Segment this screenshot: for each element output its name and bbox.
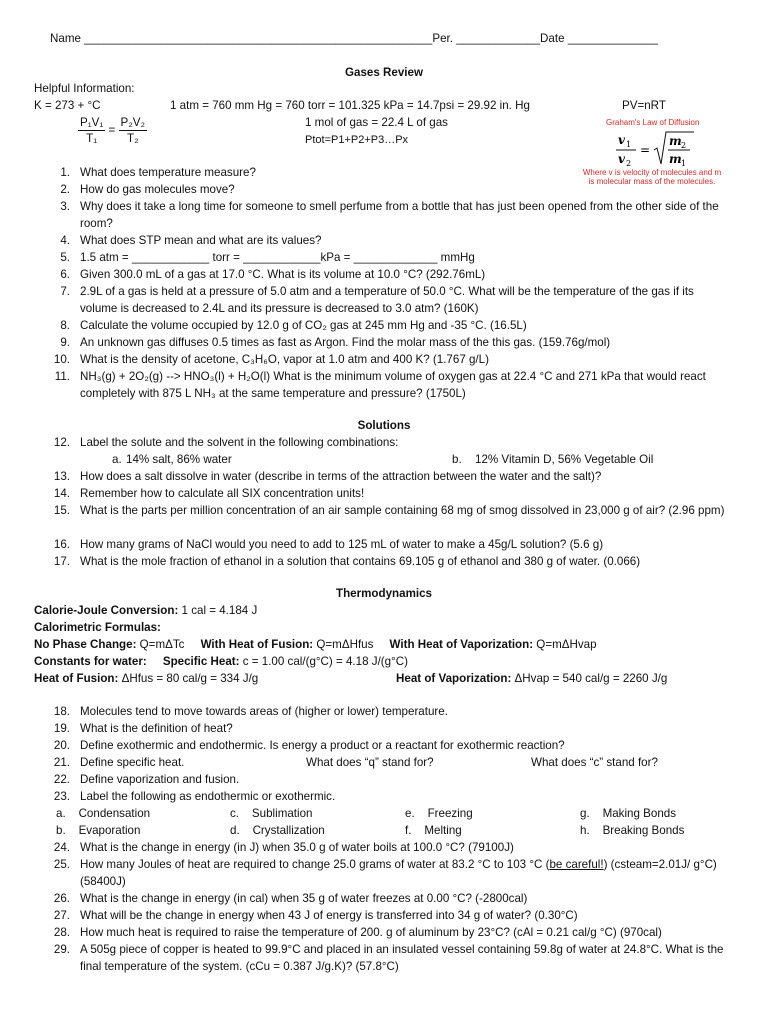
- question-text-part: C to 103: [482, 858, 530, 871]
- question-item: [52, 537, 728, 554]
- question-number: 2.: [60, 183, 70, 196]
- question-text: Why does it take a long time for someone to smell perfume from a bottle that has just been opened from the other side of the room?: [80, 200, 719, 230]
- list-item-label: e.: [405, 807, 415, 820]
- question-text: What is the change in energy (in J) when 35.0 g of water boils at 100.0 °C? (79100J): [80, 841, 514, 854]
- question-number: 10.: [53, 353, 70, 366]
- question-number: 26.: [53, 892, 70, 905]
- date-blank: ______________: [567, 32, 659, 45]
- kelvin-formula: K = 273 + °C: [34, 99, 101, 112]
- date-label: Date: [540, 32, 565, 45]
- question-text: What will be the change in energy when 43 J of energy is transferred into 34 g of water? (0.30°C): [80, 909, 578, 922]
- question-text: Define vaporization and fusion.: [80, 773, 240, 786]
- list-item: [405, 823, 462, 840]
- question-number: 15.: [53, 504, 70, 517]
- question-number: 13.: [53, 470, 70, 483]
- calorimetric-formulas-label: Calorimetric Formulas:: [34, 621, 161, 634]
- svg-text:1: 1: [681, 159, 687, 168]
- heat-of-fusion-label: Heat of Fusion:: [34, 672, 119, 685]
- list-item-label: c.: [230, 807, 240, 820]
- water-constants: [34, 654, 408, 671]
- list-item-text: Freezing: [427, 807, 473, 820]
- question-number: 8.: [60, 319, 70, 332]
- water-constants-label: Constants for water:: [34, 655, 147, 668]
- gases-title: Gases Review: [345, 66, 423, 79]
- combined-equals: =: [108, 123, 116, 137]
- question-item: [52, 165, 728, 182]
- question-item: [52, 925, 728, 942]
- question-number: 1.: [60, 166, 70, 179]
- list-item-text: Condensation: [78, 807, 151, 820]
- question-text: Given 300.0 mL of a gas at 17.0 °C. What is its volume at 10.0 °C? (292.76mL): [80, 268, 486, 281]
- question-item: [52, 435, 728, 452]
- question-number: 28.: [53, 926, 70, 939]
- question-text: What is the change in energy (in cal) when 35 g of water freezes at 0.00 °C? (-2800cal): [80, 892, 528, 905]
- question-text: What is the density of acetone, C₃H₆O, vapor at 1.0 atm and 400 K? (1.767 g/L): [80, 353, 489, 366]
- question-item: [52, 789, 728, 806]
- question-text: What is the definition of heat?: [80, 722, 233, 735]
- ideal-gas-law: PV=nRT: [622, 99, 666, 112]
- graham-law-title: Graham's Law of Diffusion: [606, 118, 700, 127]
- question-number: 7.: [60, 285, 70, 298]
- no-phase-change-formula: Q=mΔTc: [136, 638, 185, 651]
- question-item: [52, 554, 728, 571]
- calorie-joule-value: 1 cal = 4.184 J: [178, 604, 258, 617]
- question-text: Define specific heat.: [80, 756, 185, 769]
- helpful-info-label: Helpful Information:: [34, 82, 135, 95]
- combined-den-2: T₂: [126, 132, 139, 145]
- question-number: 3.: [60, 200, 70, 213]
- question-number: 21.: [53, 756, 70, 769]
- list-item-label: d.: [230, 824, 240, 837]
- question-text: How does a salt dissolve in water (describe in terms of the attraction between the water and the salt)?: [80, 470, 602, 483]
- list-item-label: b.: [56, 824, 66, 837]
- calorie-joule-label: Calorie-Joule Conversion:: [34, 604, 179, 617]
- question-text-part: C (: [533, 858, 550, 871]
- question-text-part: ) (csteam=2.01J/ g°C) (58400J): [80, 858, 717, 888]
- sub-item-text: 12% Vitamin D, 56% Vegetable Oil: [475, 453, 654, 466]
- combined-num-2: P₂V₂: [120, 116, 146, 129]
- sub-item-label: b.: [452, 453, 462, 466]
- question-text: How do gas molecules move?: [80, 183, 235, 196]
- degree-symbol: °: [477, 858, 483, 871]
- question-number: 23.: [53, 790, 70, 803]
- question-item: [52, 369, 728, 402]
- heat-of-vaporization-constant: [396, 671, 667, 688]
- question-text: Label the following as endothermic or exothermic.: [80, 790, 336, 803]
- question-number: 12.: [53, 436, 70, 449]
- question-text: 2.9L of a gas is held at a pressure of 5.0 atm and a temperature of 50.0 °C. What will be the temperature of the gas if its volume is decreased to 2.4L and its pressure is decreased to 3.0 atm? (160K): [80, 285, 694, 315]
- question-number: 24.: [53, 841, 70, 854]
- name-label: Name: [50, 32, 81, 45]
- heat-of-vaporization-value: ΔHvap = 540 cal/g = 2260 J/g: [511, 672, 668, 685]
- question-item: [52, 199, 728, 232]
- question-text-part: What does “c” stand for?: [531, 756, 658, 769]
- question-text-part: What does “q” stand for?: [306, 756, 434, 769]
- heat-of-fusion-formula: Q=mΔHfus: [313, 638, 374, 651]
- question-item: [52, 738, 728, 755]
- list-item-text: Evaporation: [78, 824, 141, 837]
- question-item: [52, 486, 728, 503]
- question-number: 29.: [53, 943, 70, 956]
- question-text: How much heat is required to raise the temperature of 200. g of aluminum by 23°C? (cAl = 0.21 cal/g °C) (970cal): [80, 926, 662, 939]
- question-number: 27.: [53, 909, 70, 922]
- sub-item-label: a.: [112, 453, 122, 466]
- question-number: 17.: [53, 555, 70, 568]
- svg-text:=: =: [640, 143, 651, 157]
- question-text: Label the solute and the solvent in the following combinations:: [80, 436, 399, 449]
- heat-of-vaporization-label: Heat of Vaporization:: [396, 672, 512, 685]
- question-text: NH₃(g) + 2O₂(g) --> HNO₃(l) + H₂O(l) What is the minimum volume of oxygen gas at 22.4 °C and 271 kPa that would react completely with 875 L NH₃ at the same temperature and pressure? (1750L): [80, 370, 706, 400]
- sub-item-text: 14% salt, 86% water: [126, 453, 232, 466]
- list-item: [230, 806, 313, 823]
- molar-volume: 1 mol of gas = 22.4 L of gas: [305, 116, 448, 129]
- question-item: [52, 503, 728, 520]
- question-text: What is the mole fraction of ethanol in a solution that contains 69.105 g of ethanol and 380 g of water. (0.066): [80, 555, 641, 568]
- list-item-text: Sublimation: [251, 807, 313, 820]
- specific-heat-value: c = 1.00 cal/(g°C) = 4.18 J/(g°C): [239, 655, 408, 668]
- combined-num-1: P₁V₁: [80, 116, 104, 129]
- question-number: 19.: [53, 722, 70, 735]
- per-blank: _____________: [456, 32, 541, 45]
- heat-of-fusion-constant: [34, 671, 258, 688]
- question-item: [52, 840, 728, 857]
- graham-law-note: Where v is velocity of molecules and m is molecular mass of the molecules.: [582, 168, 722, 186]
- svg-text:v: v: [618, 152, 625, 166]
- dalton-law: Ptot=P1+P2+P3…Px: [305, 134, 409, 146]
- question-item: [52, 267, 728, 284]
- heat-of-fusion-value: ΔHfus = 80 cal/g = 334 J/g: [118, 672, 259, 685]
- question-item: [52, 891, 728, 908]
- question-text: Remember how to calculate all SIX concentration units!: [80, 487, 365, 500]
- pressure-conversion: 1 atm = 760 mm Hg = 760 torr = 101.325 kPa = 14.7psi = 29.92 in. Hg: [170, 99, 530, 112]
- question-text: What does STP mean and what are its values?: [80, 234, 322, 247]
- specific-heat-label: Specific Heat:: [162, 655, 240, 668]
- list-item-text: Making Bonds: [602, 807, 677, 820]
- question-item: [52, 335, 728, 352]
- question-item: [52, 250, 728, 267]
- question-text: An unknown gas diffuses 0.5 times as fast as Argon. Find the molar mass of the this gas. (159.76g/mol): [80, 336, 611, 349]
- header-row: [50, 31, 658, 48]
- svg-text:v: v: [618, 133, 625, 147]
- heat-of-fusion-formula-label: With Heat of Fusion:: [200, 638, 314, 651]
- question-item: [52, 233, 728, 250]
- thermodynamics-title: Thermodynamics: [336, 587, 432, 600]
- list-item: [580, 823, 684, 840]
- question-text: Define exothermic and endothermic. Is energy a product or a reactant for exothermic reaction?: [80, 739, 565, 752]
- question-number: 6.: [60, 268, 70, 281]
- no-phase-change-label: No Phase Change:: [34, 638, 137, 651]
- question-number: 18.: [53, 705, 70, 718]
- solutions-title: Solutions: [357, 419, 411, 432]
- list-item: [230, 823, 325, 840]
- question-number: 9.: [60, 336, 70, 349]
- list-item-label: h.: [580, 824, 590, 837]
- question-number: 22.: [53, 773, 70, 786]
- svg-text:2: 2: [626, 159, 632, 168]
- list-item-text: Breaking Bonds: [602, 824, 685, 837]
- question-number: 16.: [53, 538, 70, 551]
- question-number: 25.: [53, 858, 70, 871]
- svg-text:2: 2: [681, 141, 687, 150]
- calorie-joule-conversion: [34, 603, 257, 620]
- question-text: What is the parts per million concentration of an air sample containing 68 mg of smog dissolved in 23,000 g of air? (2.96 ppm): [80, 504, 725, 517]
- heat-of-vaporization-formula: Q=mΔHvap: [533, 638, 597, 651]
- question-item: [52, 908, 728, 925]
- question-text: A 505g piece of copper is heated to 99.9°C and placed in an insulated vessel containing 59.8g of water at 24.8°C. What is the final temperature of the system. (cCu = 0.387 J/g.K)? (57.8°C): [80, 943, 724, 973]
- list-item: [56, 806, 150, 823]
- graham-equation-graphic: [612, 130, 722, 168]
- question-text: Calculate the volume occupied by 12.0 g of CO₂ gas at 245 mm Hg and -35 °C. (16.5L): [80, 319, 527, 332]
- svg-text:m: m: [669, 152, 682, 166]
- degree-symbol: °: [529, 858, 534, 871]
- question-text: How many grams of NaCl would you need to add to 125 mL of water to make a 45g/L solution? (5.6 g): [80, 538, 604, 551]
- question-item: [52, 857, 728, 890]
- list-item-text: Crystallization: [252, 824, 325, 837]
- heat-of-vaporization-formula-label: With Heat of Vaporization:: [389, 638, 534, 651]
- question-item: [52, 704, 728, 721]
- question-number: 20.: [53, 739, 70, 752]
- question-item: [52, 721, 728, 738]
- warning-underlined: be careful!: [549, 858, 604, 871]
- question-number: 11.: [54, 370, 70, 383]
- question-item: [52, 284, 728, 317]
- question-item: [52, 469, 728, 486]
- svg-text:1: 1: [626, 140, 632, 149]
- question-item: [52, 352, 728, 369]
- question-text-part: How many Joules of heat are required to change 25.0 grams of water at 83.2: [80, 858, 478, 871]
- question-number: 4.: [60, 234, 70, 247]
- question-text: 1.5 atm = ____________ torr = ____________kPa = _____________ mmHg: [80, 251, 475, 264]
- question-item: [52, 318, 728, 335]
- question-number: 14.: [53, 487, 70, 500]
- question-item: [52, 182, 728, 199]
- question-text: What does temperature measure?: [80, 166, 256, 179]
- question-item: [52, 942, 728, 975]
- combined-gas-law: [78, 115, 147, 146]
- calorimetric-formulas: [34, 637, 597, 654]
- per-label: Per.: [432, 32, 453, 45]
- list-item: [56, 823, 140, 840]
- question-text: [80, 857, 728, 890]
- list-item-label: a.: [56, 807, 66, 820]
- combined-den-1: T₁: [86, 132, 98, 145]
- question-item: [52, 772, 728, 789]
- list-item-label: f.: [405, 824, 412, 837]
- list-item-label: g.: [580, 807, 590, 820]
- question-number: 5.: [60, 251, 70, 264]
- list-item: [405, 806, 473, 823]
- name-blank: ______________________________________________________: [84, 32, 433, 45]
- list-item: [580, 806, 676, 823]
- list-item-text: Melting: [424, 824, 462, 837]
- svg-text:m: m: [669, 134, 682, 148]
- question-text: Molecules tend to move towards areas of (higher or lower) temperature.: [80, 705, 448, 718]
